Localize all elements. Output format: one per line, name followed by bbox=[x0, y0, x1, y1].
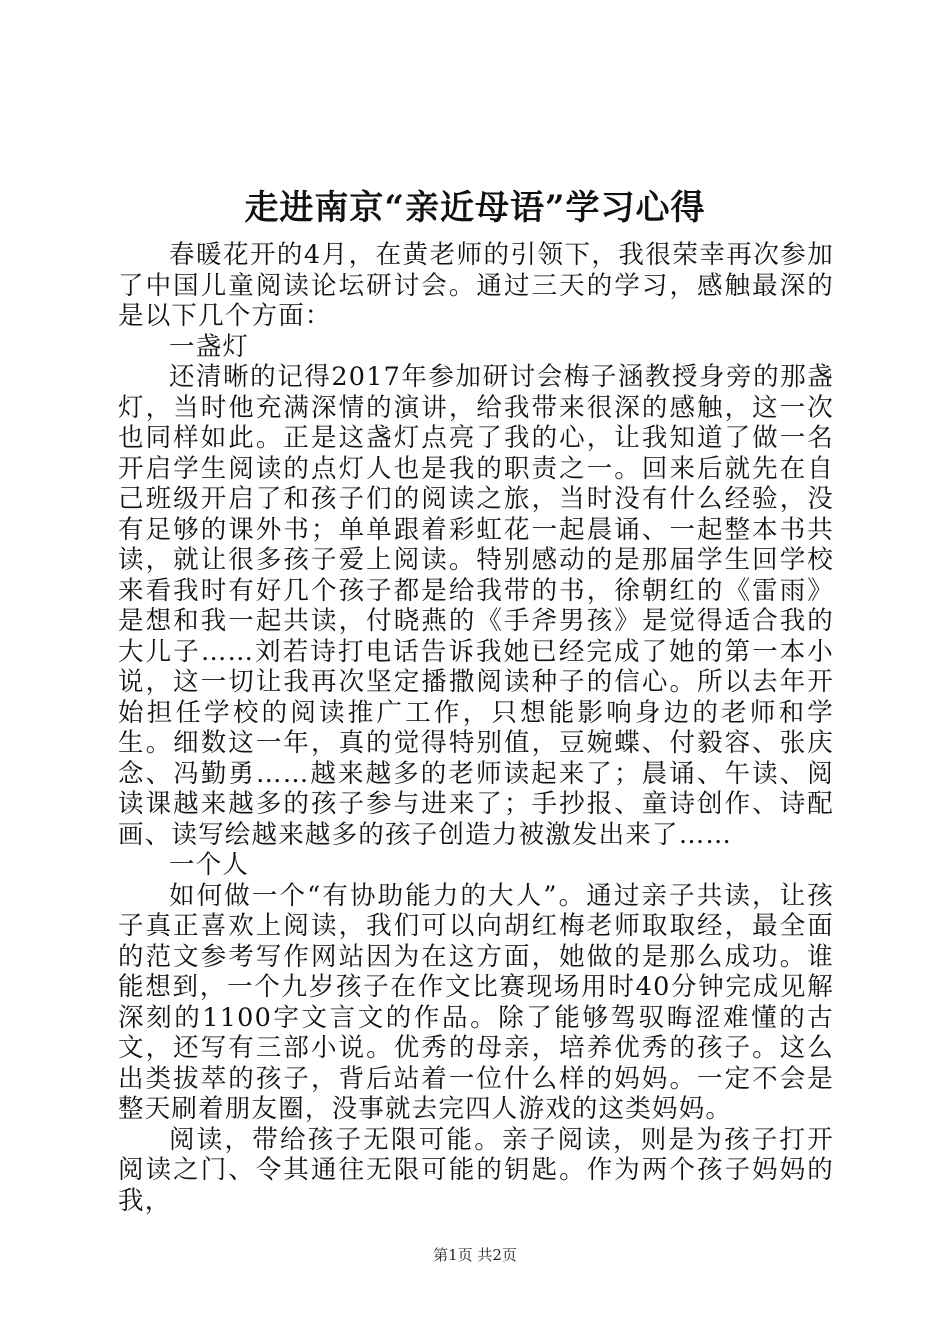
section-heading-lamp: 一盏灯 bbox=[169, 331, 250, 362]
paragraph-lamp: 还清晰的记得2017年参加研讨会梅子涵教授身旁的那盏灯，当时他充满深情的演讲，给我带来很深的感触，这一次也同样如此。正是这盏灯点亮了我的心，让我知道了做一名开启学生阅读的点灯人也是我的职责之一。回来后就先在自己班级开启了和孩子们的阅读之旅，当时没有什么经验，没有足够的课外书；单单跟着彩虹花一起晨诵、一起整本书共读，就让很多孩子爱上阅读。特别感动的是那届学生回学校来看我时有好几个孩子都是给我带的书，徐朝红的《雷雨》是想和我一起共读，付晓燕的《手斧男孩》是觉得适合我的大儿子……刘若诗打电话告诉我她已经完成了她的第一本小说，这一切让我再次坚定播撒阅读种子的信心。所以去年开始担任学校的阅读推广工作，只想能影响身边的老师和学生。细数这一年，真的觉得特别值，豆婉蝶、付毅容、张庆念、冯勤勇……越来越多的老师读起来了；晨诵、午读、阅读课越来越多的孩子参与进来了；手抄报、童诗创作、诗配画、读写绘越来越多的孩子创造力被激发出来了…… bbox=[118, 362, 834, 850]
paragraph-intro: 春暖花开的4月，在黄老师的引领下，我很荣幸再次参加了中国儿童阅读论坛研讨会。通过三天的学习，感触最深的是以下几个方面： bbox=[118, 240, 834, 331]
paragraph-reading: 阅读，带给孩子无限可能。亲子阅读，则是为孩子打开阅读之门、令其通往无限可能的钥匙。作为两个孩子妈妈的我， bbox=[118, 1124, 834, 1216]
document-title: 走进南京“亲近母语”学习心得 bbox=[244, 188, 706, 228]
document-body bbox=[118, 240, 834, 1216]
paragraph-person: 如何做一个“有协助能力的大人”。通过亲子共读，让孩子真正喜欢上阅读，我们可以向胡红梅老师取取经，最全面的范文参考写作网站因为在这方面，她做的是那么成功。谁能想到，一个九岁孩子在作文比赛现场用时40分钟完成见解深刻的1100字文言文的作品。除了能够驾驭晦涩难懂的古文，还写有三部小说。优秀的母亲，培养优秀的孩子。这么出类拔萃的孩子，背后站着一位什么样的妈妈。一定不会是整天刷着朋友圈，没事就去完四人游戏的这类妈妈。 bbox=[118, 880, 834, 1124]
section-heading-person: 一个人 bbox=[169, 850, 250, 880]
page-footer: 第1页 共2页 bbox=[433, 1246, 517, 1264]
